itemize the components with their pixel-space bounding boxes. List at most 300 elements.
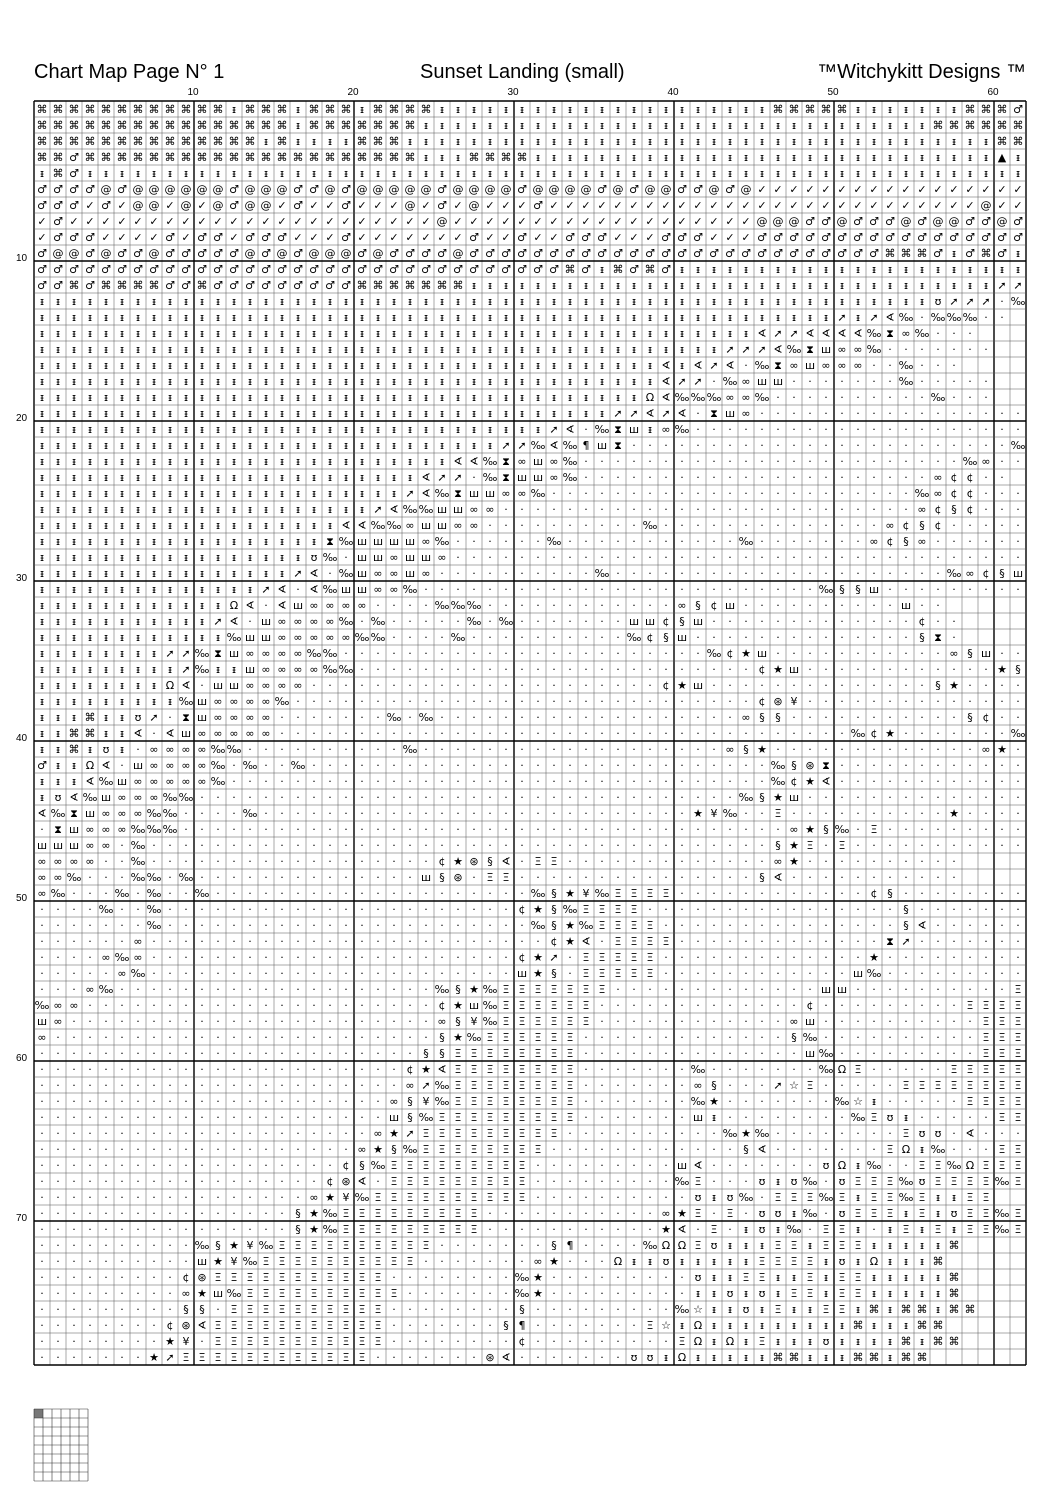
stitch-symbol: · <box>888 951 892 964</box>
stitch-symbol: · <box>104 887 108 900</box>
stitch-symbol: ᵻ <box>935 167 941 180</box>
stitch-symbol: ‰ <box>402 503 418 516</box>
stitch-symbol: · <box>184 1191 188 1204</box>
stitch-symbol: ᵻ <box>215 599 221 612</box>
stitch-symbol: · <box>968 759 972 772</box>
stitch-symbol: ᵻ <box>199 167 205 180</box>
stitch-symbol: · <box>632 679 636 692</box>
stitch-symbol: ᵻ <box>567 391 573 404</box>
stitch-symbol: · <box>664 1191 668 1204</box>
stitch-symbol: ᵻ <box>359 295 365 308</box>
stitch-symbol: · <box>856 471 860 484</box>
stitch-symbol: Ξ <box>550 1015 558 1028</box>
stitch-symbol: ∢ <box>661 359 671 372</box>
stitch-symbol: ✓ <box>501 199 511 212</box>
stitch-symbol: ⌘ <box>404 119 416 132</box>
stitch-symbol: ♂ <box>885 231 895 244</box>
stitch-symbol: · <box>648 759 652 772</box>
stitch-symbol: · <box>120 1031 124 1044</box>
stitch-symbol: ᵻ <box>119 599 125 612</box>
stitch-symbol: · <box>408 983 412 996</box>
stitch-symbol: · <box>408 663 412 676</box>
stitch-symbol: ᵻ <box>263 135 269 148</box>
stitch-symbol: ᵻ <box>71 455 77 468</box>
stitch-symbol: ✓ <box>117 231 127 244</box>
stitch-symbol: ᵻ <box>631 119 637 132</box>
stitch-symbol: ♂ <box>357 263 367 276</box>
stitch-symbol: ∞ <box>917 503 927 516</box>
stitch-symbol: · <box>584 1191 588 1204</box>
stitch-symbol: ᵻ <box>311 343 317 356</box>
stitch-symbol: ∞ <box>133 935 143 948</box>
stitch-symbol: · <box>872 1223 876 1236</box>
stitch-symbol: ♂ <box>229 199 239 212</box>
stitch-symbol: ᵻ <box>583 375 589 388</box>
stitch-symbol: · <box>680 791 684 804</box>
stitch-symbol: ⌘ <box>212 119 224 132</box>
stitch-symbol: ᵻ <box>935 135 941 148</box>
stitch-symbol: Ξ <box>870 823 878 836</box>
stitch-symbol: Ξ <box>630 887 638 900</box>
stitch-symbol: ➚ <box>213 615 223 628</box>
stitch-symbol: ᵻ <box>423 391 429 404</box>
stitch-symbol: · <box>824 791 828 804</box>
stitch-symbol: ∞ <box>229 711 239 724</box>
stitch-symbol: ᵻ <box>359 487 365 500</box>
stitch-symbol: · <box>520 663 524 676</box>
stitch-symbol: · <box>1016 919 1020 932</box>
stitch-symbol: · <box>792 807 796 820</box>
stitch-symbol: ᵻ <box>327 295 333 308</box>
stitch-symbol: ♂ <box>1013 103 1023 116</box>
stitch-symbol: · <box>696 1047 700 1060</box>
stitch-symbol: ᵻ <box>839 1335 845 1348</box>
stitch-symbol: · <box>840 551 844 564</box>
stitch-symbol: · <box>408 839 412 852</box>
stitch-symbol: · <box>536 535 540 548</box>
stitch-symbol: ш <box>468 999 480 1012</box>
stitch-symbol: ✓ <box>197 215 207 228</box>
stitch-symbol: ⌘ <box>164 119 176 132</box>
stitch-symbol: ᵻ <box>743 1335 749 1348</box>
stitch-symbol: · <box>56 967 60 980</box>
stitch-symbol: ✓ <box>149 231 159 244</box>
stitch-symbol: · <box>344 1143 348 1156</box>
stitch-symbol: · <box>280 967 284 980</box>
stitch-symbol: · <box>600 535 604 548</box>
stitch-symbol: · <box>1016 487 1020 500</box>
stitch-symbol: · <box>536 599 540 612</box>
stitch-symbol: ⌘ <box>132 151 144 164</box>
stitch-symbol: · <box>584 711 588 724</box>
stitch-symbol: · <box>968 343 972 356</box>
stitch-symbol: ᵻ <box>471 439 477 452</box>
stitch-symbol: · <box>328 1127 332 1140</box>
stitch-symbol: · <box>200 903 204 916</box>
stitch-symbol: ʊ <box>886 1111 894 1124</box>
stitch-symbol: · <box>856 1047 860 1060</box>
stitch-symbol: @ <box>260 199 272 212</box>
stitch-symbol: ⌘ <box>84 135 96 148</box>
stitch-symbol: ♂ <box>357 247 367 260</box>
stitch-symbol: ᵻ <box>87 743 93 756</box>
stitch-symbol: ‰ <box>690 1063 706 1076</box>
stitch-symbol: · <box>616 471 620 484</box>
stitch-symbol: · <box>904 967 908 980</box>
stitch-symbol: ⌘ <box>948 1287 960 1300</box>
stitch-symbol: · <box>632 471 636 484</box>
stitch-symbol: · <box>504 887 508 900</box>
stitch-symbol: ∞ <box>741 375 751 388</box>
stitch-symbol: ᵻ <box>487 343 493 356</box>
stitch-symbol: · <box>264 1063 268 1076</box>
stitch-symbol: Ξ <box>982 1191 990 1204</box>
stitch-symbol: ¢ <box>710 599 718 612</box>
stitch-symbol: Ξ <box>534 983 542 996</box>
stitch-symbol: · <box>56 1079 60 1092</box>
stitch-symbol: · <box>424 791 428 804</box>
stitch-symbol: · <box>488 663 492 676</box>
stitch-symbol: ᵻ <box>567 103 573 116</box>
stitch-symbol: ᵻ <box>71 311 77 324</box>
stitch-symbol: ᵻ <box>855 167 861 180</box>
stitch-symbol: § <box>439 871 445 884</box>
stitch-symbol: ᵻ <box>119 503 125 516</box>
stitch-symbol: · <box>520 583 524 596</box>
stitch-symbol: ᵻ <box>119 615 125 628</box>
stitch-symbol: · <box>984 903 988 916</box>
stitch-symbol: · <box>552 807 556 820</box>
stitch-symbol: · <box>584 791 588 804</box>
stitch-symbol: · <box>296 727 300 740</box>
stitch-symbol: ᵻ <box>519 391 525 404</box>
stitch-symbol: · <box>344 1095 348 1108</box>
stitch-symbol: Ξ <box>982 1063 990 1076</box>
stitch-symbol: · <box>120 935 124 948</box>
stitch-symbol: ∞ <box>261 695 271 708</box>
stitch-symbol: · <box>728 759 732 772</box>
stitch-symbol: ᵻ <box>375 455 381 468</box>
stitch-symbol: · <box>536 775 540 788</box>
stitch-symbol: ∢ <box>757 327 767 340</box>
stitch-symbol: · <box>536 551 540 564</box>
stitch-symbol: · <box>376 935 380 948</box>
stitch-symbol: · <box>920 663 924 676</box>
stitch-symbol: · <box>632 743 636 756</box>
stitch-symbol: · <box>568 583 572 596</box>
stitch-symbol: ш <box>532 455 544 468</box>
stitch-symbol: ¢ <box>406 1063 414 1076</box>
stitch-symbol: · <box>104 1031 108 1044</box>
stitch-symbol: · <box>856 503 860 516</box>
stitch-symbol: ᵻ <box>391 167 397 180</box>
stitch-symbol: ᵻ <box>183 359 189 372</box>
stitch-symbol: · <box>440 1255 444 1268</box>
stitch-symbol: · <box>488 695 492 708</box>
stitch-symbol: ‰ <box>514 1287 530 1300</box>
stitch-symbol: ᵻ <box>103 567 109 580</box>
stitch-symbol: · <box>728 903 732 916</box>
stitch-symbol: · <box>520 503 524 516</box>
stitch-symbol: · <box>120 1239 124 1252</box>
stitch-symbol: · <box>200 935 204 948</box>
stitch-symbol: ⧗ <box>710 407 718 420</box>
stitch-symbol: · <box>488 839 492 852</box>
stitch-symbol: · <box>152 1239 156 1252</box>
stitch-symbol: · <box>920 1031 924 1044</box>
stitch-symbol: Ξ <box>518 1143 526 1156</box>
stitch-symbol: · <box>712 663 716 676</box>
stitch-symbol: · <box>936 823 940 836</box>
stitch-symbol: · <box>840 407 844 420</box>
stitch-symbol: ⌘ <box>228 151 240 164</box>
stitch-symbol: · <box>632 807 636 820</box>
stitch-symbol: · <box>696 711 700 724</box>
stitch-symbol: · <box>1016 1127 1020 1140</box>
stitch-symbol: Ξ <box>294 1303 302 1316</box>
stitch-symbol: ‰ <box>370 1159 386 1172</box>
stitch-symbol: · <box>600 759 604 772</box>
stitch-symbol: · <box>872 1079 876 1092</box>
stitch-symbol: ✓ <box>773 199 783 212</box>
stitch-symbol: · <box>808 679 812 692</box>
stitch-symbol: · <box>136 1095 140 1108</box>
stitch-symbol: ✓ <box>485 231 495 244</box>
stitch-symbol: ∞ <box>117 791 127 804</box>
stitch-symbol: ᵻ <box>647 311 653 324</box>
stitch-symbol: · <box>184 1047 188 1060</box>
stitch-symbol: · <box>584 1351 588 1364</box>
stitch-symbol: ᵻ <box>87 343 93 356</box>
stitch-symbol: · <box>968 1143 972 1156</box>
stitch-symbol: ᵻ <box>39 167 45 180</box>
stitch-symbol: · <box>680 1015 684 1028</box>
stitch-symbol: · <box>552 1207 556 1220</box>
stitch-symbol: · <box>696 567 700 580</box>
stitch-symbol: · <box>776 583 780 596</box>
stitch-symbol: ∞ <box>149 759 159 772</box>
stitch-symbol: ᵻ <box>119 695 125 708</box>
stitch-symbol: ᵻ <box>231 343 237 356</box>
stitch-symbol: · <box>744 663 748 676</box>
stitch-symbol: ∢ <box>917 919 927 932</box>
stitch-symbol: · <box>776 903 780 916</box>
stitch-symbol: · <box>392 727 396 740</box>
stitch-symbol: · <box>648 1223 652 1236</box>
stitch-symbol: · <box>824 535 828 548</box>
stitch-symbol: ᵻ <box>39 487 45 500</box>
stitch-symbol: · <box>344 727 348 740</box>
stitch-symbol: ш <box>68 839 80 852</box>
stitch-symbol: ᵻ <box>167 551 173 564</box>
stitch-symbol: ∞ <box>517 455 527 468</box>
stitch-symbol: ᵻ <box>183 567 189 580</box>
stitch-symbol: ᵻ <box>583 359 589 372</box>
stitch-symbol: ‰ <box>818 1191 834 1204</box>
stitch-symbol: · <box>360 839 364 852</box>
stitch-symbol: · <box>216 1223 220 1236</box>
stitch-symbol: · <box>568 1271 572 1284</box>
stitch-symbol: ᵻ <box>311 439 317 452</box>
stitch-symbol: ★ <box>309 1223 319 1236</box>
stitch-symbol: ♂ <box>261 231 271 244</box>
stitch-symbol: ᵻ <box>679 279 685 292</box>
stitch-symbol: Ξ <box>390 1239 398 1252</box>
stitch-symbol: ‰ <box>594 423 610 436</box>
stitch-symbol: · <box>104 855 108 868</box>
stitch-symbol: ⌘ <box>340 151 352 164</box>
stitch-symbol: @ <box>484 183 496 196</box>
stitch-symbol: · <box>1000 503 1004 516</box>
stitch-symbol: · <box>872 519 876 532</box>
stitch-symbol: ᵻ <box>215 311 221 324</box>
stitch-symbol: ᵻ <box>295 135 301 148</box>
stitch-symbol: ᵻ <box>151 535 157 548</box>
stitch-symbol: · <box>600 551 604 564</box>
stitch-symbol: ∢ <box>821 327 831 340</box>
stitch-symbol: · <box>648 1127 652 1140</box>
stitch-symbol: ᵻ <box>743 1223 749 1236</box>
stitch-symbol: ♂ <box>981 231 991 244</box>
stitch-symbol: · <box>552 1175 556 1188</box>
stitch-symbol: ᵻ <box>327 135 333 148</box>
stitch-symbol: · <box>904 695 908 708</box>
stitch-symbol: ᵻ <box>119 647 125 660</box>
stitch-symbol: · <box>248 1031 252 1044</box>
stitch-symbol: · <box>104 1223 108 1236</box>
stitch-symbol: ⧗ <box>614 423 622 436</box>
stitch-symbol: ᵻ <box>359 455 365 468</box>
stitch-symbol: · <box>744 471 748 484</box>
stitch-symbol: · <box>392 695 396 708</box>
stitch-symbol: ∞ <box>85 823 95 836</box>
stitch-symbol: · <box>712 1175 716 1188</box>
stitch-symbol: ‰ <box>994 1175 1010 1188</box>
stitch-symbol: ✓ <box>85 199 95 212</box>
stitch-symbol: · <box>888 647 892 660</box>
stitch-symbol: ∞ <box>421 567 431 580</box>
stitch-symbol: Ξ <box>806 1287 814 1300</box>
stitch-symbol: ᵻ <box>871 151 877 164</box>
stitch-symbol: · <box>264 1095 268 1108</box>
stitch-symbol: · <box>792 1095 796 1108</box>
stitch-symbol: · <box>760 807 764 820</box>
stitch-symbol: · <box>888 967 892 980</box>
stitch-symbol: · <box>616 663 620 676</box>
stitch-symbol: · <box>648 839 652 852</box>
stitch-symbol: ᵻ <box>727 135 733 148</box>
stitch-symbol: ᵻ <box>295 551 301 564</box>
stitch-symbol: · <box>856 983 860 996</box>
stitch-symbol: · <box>872 1063 876 1076</box>
stitch-symbol: · <box>328 1047 332 1060</box>
stitch-symbol: · <box>808 1143 812 1156</box>
stitch-symbol: @ <box>468 183 480 196</box>
stitch-symbol: Ξ <box>502 1063 510 1076</box>
stitch-symbol: · <box>248 951 252 964</box>
stitch-symbol: · <box>424 775 428 788</box>
stitch-symbol: · <box>632 551 636 564</box>
stitch-symbol: ‰ <box>162 823 178 836</box>
stitch-symbol: · <box>520 567 524 580</box>
stitch-symbol: § <box>743 1143 749 1156</box>
stitch-symbol: ᵻ <box>535 407 541 420</box>
stitch-symbol: ⌘ <box>84 711 96 724</box>
stitch-symbol: ✓ <box>101 231 111 244</box>
stitch-symbol: · <box>696 647 700 660</box>
stitch-symbol: ★ <box>773 791 783 804</box>
stitch-symbol: ᵻ <box>775 119 781 132</box>
stitch-symbol: ♂ <box>725 247 735 260</box>
stitch-symbol: ᵻ <box>503 279 509 292</box>
stitch-symbol: @ <box>420 183 432 196</box>
stitch-symbol: · <box>968 375 972 388</box>
stitch-symbol: ᵻ <box>327 327 333 340</box>
stitch-symbol: · <box>648 983 652 996</box>
stitch-symbol: · <box>776 1063 780 1076</box>
stitch-symbol: Ξ <box>998 1079 1006 1092</box>
stitch-symbol: · <box>568 615 572 628</box>
stitch-symbol: ᵻ <box>423 359 429 372</box>
stitch-symbol: · <box>120 1063 124 1076</box>
stitch-symbol: ш <box>516 967 528 980</box>
stitch-symbol: Ξ <box>998 1143 1006 1156</box>
stitch-symbol: · <box>776 999 780 1012</box>
stitch-symbol: ᵻ <box>215 487 221 500</box>
stitch-symbol: ш <box>788 791 800 804</box>
stitch-symbol: · <box>152 1111 156 1124</box>
stitch-symbol: ‰ <box>770 759 786 772</box>
stitch-symbol: ♂ <box>277 279 287 292</box>
stitch-symbol: ᵻ <box>39 679 45 692</box>
stitch-symbol: · <box>680 999 684 1012</box>
stitch-symbol: ⌘ <box>100 135 112 148</box>
stitch-symbol: ʊ <box>918 1127 926 1140</box>
stitch-symbol: ᵻ <box>135 439 141 452</box>
stitch-symbol: · <box>280 1063 284 1076</box>
stitch-symbol: · <box>136 1031 140 1044</box>
stitch-symbol: · <box>584 807 588 820</box>
stitch-symbol: @ <box>404 199 416 212</box>
stitch-symbol: ᵻ <box>135 423 141 436</box>
stitch-symbol: · <box>232 839 236 852</box>
stitch-symbol: Ξ <box>598 983 606 996</box>
stitch-symbol: · <box>968 887 972 900</box>
stitch-symbol: ᵻ <box>103 663 109 676</box>
stitch-symbol: Ξ <box>998 1047 1006 1060</box>
stitch-symbol: ⌘ <box>132 279 144 292</box>
stitch-symbol: · <box>200 967 204 980</box>
stitch-symbol: · <box>936 1111 940 1124</box>
stitch-symbol: ᵻ <box>551 343 557 356</box>
stitch-symbol: ¢ <box>518 1335 526 1348</box>
stitch-symbol: ∞ <box>245 679 255 692</box>
stitch-symbol: ➚ <box>373 503 383 516</box>
stitch-symbol: ⌘ <box>132 103 144 116</box>
stitch-symbol: ᵻ <box>87 599 93 612</box>
stitch-symbol: Ξ <box>870 1191 878 1204</box>
stitch-symbol: · <box>136 1223 140 1236</box>
stitch-symbol: · <box>840 423 844 436</box>
stitch-symbol: ᵻ <box>919 1239 925 1252</box>
stitch-symbol: ᵻ <box>967 135 973 148</box>
stitch-symbol: ᵻ <box>231 295 237 308</box>
stitch-symbol: · <box>680 855 684 868</box>
stitch-symbol: § <box>391 1143 397 1156</box>
stitch-symbol: · <box>504 503 508 516</box>
stitch-symbol: ᵻ <box>87 647 93 660</box>
stitch-symbol: ‰ <box>802 1207 818 1220</box>
